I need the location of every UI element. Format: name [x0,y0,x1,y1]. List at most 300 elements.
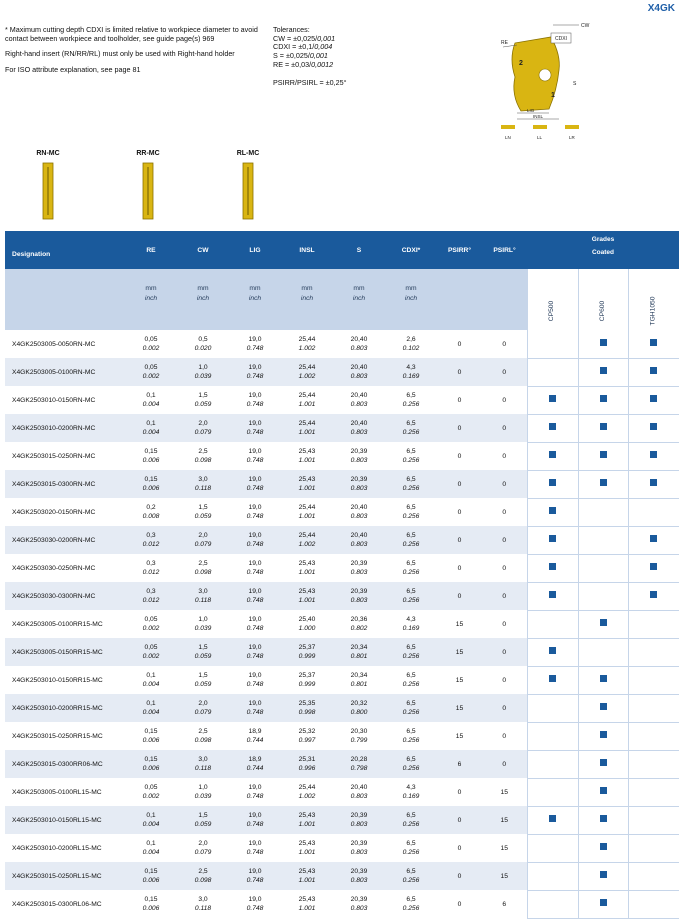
insl-cell: 25,40 1.000 [298,616,316,632]
availability-square-icon [549,815,556,822]
grade-cp500-cell [527,610,578,638]
psirr-cell: 0 [437,414,482,442]
grade-tgh1050-cell [628,862,679,890]
psirr-cell: 0 [457,900,462,908]
grade-cp600-cell [578,414,628,442]
cw-cell: 2,0 0.079 [194,840,212,856]
lig-cell: 18,9 0.744 [229,750,281,778]
grade-tgh1050-cell [628,806,679,834]
lig-cell: 19,0 0.748 [229,694,281,722]
unit-cell: mm inch [125,269,177,330]
psirl-cell: 0 [482,694,527,722]
designation-cell: X4GK2503015-0300RR06-MC [5,750,125,778]
re-cell: 0,05 0.002 [125,638,177,666]
cw-cell: 2,0 0.079 [177,694,229,722]
cdxi-cell: 6,5 0.256 [385,526,437,554]
lig-cell: 19,0 0.748 [246,392,264,408]
col-s: S [333,231,385,269]
cdxi-cell: 6,5 0.256 [385,414,437,442]
availability-square-icon [600,871,607,878]
cdxi-cell: 6,5 0.256 [385,806,437,834]
re-cell: 0,15 0.006 [125,750,177,778]
availability-square-icon [600,815,607,822]
psirr-cell: 15 [455,732,464,740]
table-row [5,890,679,918]
col-designation: Designation [5,231,125,269]
insl-cell: 25,43 1.001 [281,470,333,498]
insert-view-label: RN-MC [36,150,60,157]
cdxi-cell: 6,5 0.256 [385,694,437,722]
psirr-cell: 0 [457,844,462,852]
grade-cp600-cell [578,498,628,526]
cdxi-cell: 6,5 0.256 [385,638,437,666]
note-iso: For ISO attribute explanation, see page 81 [5,65,141,75]
insl-cell: 25,44 1.001 [281,414,333,442]
lig-cell: 19,0 0.748 [246,560,264,576]
availability-square-icon [650,395,657,402]
grade-cp500-cell [527,554,578,582]
designation-cell: X4GK2503015-0300RL06-MC [12,900,102,908]
re-cell: 0,1 0.004 [125,694,177,722]
cw-cell: 0,5 0.020 [194,336,212,352]
tol-line: CDXI = ±0,1/0,004 [273,42,333,52]
grade-cp500-cell [527,498,578,526]
grades-header: Grades Coated [578,231,628,269]
grade-cp600-cell [578,330,628,358]
insl-cell: 25,43 1.001 [298,896,316,912]
re-cell: 0,15 0.006 [142,728,160,744]
insert-view-label: RR-MC [136,150,160,157]
cw-cell: 1,5 0.059 [177,638,229,666]
lig-cell: 18,9 0.744 [246,728,264,744]
grade-cp500-cell [527,582,578,610]
cdxi-cell: 6,5 0.256 [402,392,420,408]
label-ln: LN [505,135,511,140]
availability-square-icon [600,675,607,682]
cw-cell: 1,5 0.059 [194,392,212,408]
psirr-cell: 0 [457,452,462,460]
notes-block [5,26,267,82]
availability-square-icon [549,647,556,654]
psirr-cell: 0 [457,788,462,796]
col-insl: INSL [281,231,333,269]
s-cell: 20,40 0.803 [333,526,385,554]
grade-tgh1050-cell [628,386,679,414]
cw-cell: 1,5 0.059 [177,806,229,834]
grade-cp600-cell [578,442,628,470]
cw-cell: 1,5 0.059 [194,672,212,688]
grade-tgh1050-cell [628,778,679,806]
insl-cell: 25,43 1.001 [281,582,333,610]
cdxi-cell: 6,5 0.256 [385,582,437,610]
table-row [5,722,679,750]
s-cell: 20,40 0.803 [350,392,368,408]
psirr-cell: 0 [457,396,462,404]
table-row [5,750,679,778]
s-cell: 20,34 0.801 [333,638,385,666]
re-cell: 0,1 0.004 [142,672,160,688]
s-cell: 20,32 0.800 [333,694,385,722]
grade-cp600-cell [578,862,628,890]
re-cell: 0,2 0.008 [142,504,160,520]
designation-cell: X4GK2503010-0150RL15-MC [5,806,125,834]
unit-cell: mm inch [229,269,281,330]
grade-cp500-cell [527,330,578,358]
psirl-cell: 6 [502,900,507,908]
s-cell: 20,39 0.803 [350,560,368,576]
cw-cell: 2,5 0.098 [194,728,212,744]
psirl-cell: 0 [502,340,507,348]
unit-cell: mm inch [385,269,437,330]
grade-tgh1050-cell [628,610,679,638]
grade-tgh1050-cell [628,526,679,554]
re-cell: 0,15 0.006 [125,470,177,498]
insl-cell: 25,37 0.999 [298,672,316,688]
grade-cp600-cell [578,778,628,806]
designation-cell: X4GK2503005-0100RL15-MC [12,788,102,796]
label-lr: LR [569,135,575,140]
grade-cp600-cell [578,470,628,498]
insert-view-rl [218,150,278,220]
table-row [5,638,679,666]
designation-cell: X4GK2503005-0050RN-MC [12,340,96,348]
grade-cp500-cell [527,666,578,694]
designation-cell: X4GK2503005-0150RR15-MC [5,638,125,666]
insl-cell: 25,35 0.998 [281,694,333,722]
availability-square-icon [549,675,556,682]
tol-line: CW = ±0,025/0,001 [273,33,336,43]
designation-cell: X4GK2503020-0150RN-MC [12,508,96,516]
psirl-cell: 0 [482,638,527,666]
lig-cell: 19,0 0.748 [229,526,281,554]
availability-square-icon [549,423,556,430]
grade-cp600-cell [578,750,628,778]
psirl-cell: 0 [482,358,527,386]
insl-cell: 25,43 1.001 [298,560,316,576]
insl-cell: 25,37 0.999 [281,638,333,666]
designation-cell: X4GK2503030-0250RN-MC [12,564,96,572]
designation-cell: X4GK2503015-0300RN-MC [5,470,125,498]
s-cell: 20,39 0.803 [350,896,368,912]
insl-cell: 25,44 1.002 [281,526,333,554]
grade-cp600-cell [578,554,628,582]
table-row [5,470,679,498]
availability-square-icon [650,451,657,458]
grade-cp600-cell [578,358,628,386]
psirl-cell: 15 [500,844,508,852]
grade-cp600-cell [578,694,628,722]
availability-square-icon [600,731,607,738]
unit-cell: mm inch [177,269,229,330]
grade-tgh1050-cell [628,722,679,750]
unit-cell: mm inch [333,269,385,330]
grade-cp600-cell [578,890,628,918]
insert-rn-image [41,162,55,220]
availability-square-icon [549,535,556,542]
availability-square-icon [600,423,607,430]
insl-cell: 25,32 0.997 [298,728,316,744]
designation-cell: X4GK2503030-0300RN-MC [5,582,125,610]
table-row [5,358,679,386]
product-table [5,231,679,919]
cw-cell: 3,0 0.118 [177,750,229,778]
s-cell: 20,34 0.801 [350,672,368,688]
grade-cp500-cell [527,890,578,918]
psirl-cell: 15 [500,788,508,796]
availability-square-icon [549,563,556,570]
grade-tgh1050-cell [628,638,679,666]
psirr-cell: 15 [437,694,482,722]
s-cell: 20,28 0.798 [333,750,385,778]
psirr-cell: 0 [437,358,482,386]
lig-cell: 19,0 0.748 [229,414,281,442]
col-psirl: PSIRL° [482,231,527,269]
cw-cell: 1,5 0.059 [194,504,212,520]
grade-cp600-cell [578,610,628,638]
re-cell: 0,3 0.012 [125,582,177,610]
psirr-cell: 15 [455,676,464,684]
cdxi-cell: 4,3 0.169 [402,784,420,800]
insl-cell: 25,43 1.001 [281,862,333,890]
insl-cell: 25,44 1.002 [298,784,316,800]
availability-square-icon [600,367,607,374]
re-cell: 0,1 0.004 [125,806,177,834]
grade-tgh1050-cell [628,834,679,862]
psirr-cell: 0 [457,340,462,348]
insl-cell: 25,43 1.001 [298,448,316,464]
s-cell: 20,30 0.799 [350,728,368,744]
designation-cell: X4GK2503010-0150RR15-MC [12,676,103,684]
tol-psir: PSIRR/PSIRL = ±0,25° [273,77,347,87]
table-row [5,582,679,610]
re-cell: 0,1 0.004 [142,392,160,408]
psirl-cell: 0 [502,396,507,404]
psirr-cell: 0 [457,564,462,572]
designation-cell: X4GK2503010-0150RN-MC [12,396,96,404]
availability-square-icon [600,759,607,766]
re-cell: 0,05 0.002 [142,784,160,800]
col-re: RE [125,231,177,269]
product-code: X4GK [647,3,675,14]
psirr-cell: 0 [437,806,482,834]
grade-cp600-cell [578,806,628,834]
availability-square-icon [650,591,657,598]
s-cell: 20,39 0.803 [333,862,385,890]
cdxi-cell: 4,3 0.169 [385,358,437,386]
lig-cell: 19,0 0.748 [229,582,281,610]
designation-cell: X4GK2503010-0200RL15-MC [12,844,102,852]
psirl-cell: 0 [482,414,527,442]
header-row [5,231,679,269]
s-cell: 20,39 0.803 [333,582,385,610]
grade-cp500-cell [527,778,578,806]
cw-cell: 1,0 0.039 [194,616,212,632]
grade-tgh1050-cell [628,498,679,526]
re-cell: 0,05 0.002 [125,358,177,386]
cdxi-cell: 2,6 0.102 [402,336,420,352]
table-row [5,834,679,862]
lig-cell: 19,0 0.748 [246,672,264,688]
grade-header-cp600: CP600 [578,269,628,330]
cw-cell: 2,5 0.098 [194,560,212,576]
lig-cell: 19,0 0.748 [229,806,281,834]
designation-cell: X4GK2503005-0100RR15-MC [12,620,103,628]
label-s: S [573,81,577,87]
insert-view-rn [18,150,78,220]
lig-cell: 19,0 0.748 [229,862,281,890]
grade-cp600-cell [578,722,628,750]
cdxi-cell: 6,5 0.256 [402,560,420,576]
table-row [5,498,679,526]
cw-cell: 2,0 0.079 [177,414,229,442]
lig-cell: 19,0 0.748 [229,638,281,666]
cw-cell: 3,0 0.118 [177,470,229,498]
cdxi-cell: 6,5 0.256 [402,448,420,464]
label-cdxi: CDXI [555,36,567,42]
insl-cell: 25,44 1.001 [298,392,316,408]
designation-cell: X4GK2503015-0250RL15-MC [5,862,125,890]
cdxi-cell: 6,5 0.256 [402,840,420,856]
availability-square-icon [549,395,556,402]
grade-tgh1050-cell [628,750,679,778]
label-lig: LIG [527,108,535,113]
cdxi-cell: 6,5 0.256 [402,672,420,688]
s-cell: 20,40 0.803 [350,336,368,352]
lig-cell: 19,0 0.748 [246,896,264,912]
cw-cell: 1,0 0.039 [194,784,212,800]
s-cell: 20,40 0.803 [333,358,385,386]
availability-square-icon [650,367,657,374]
insl-cell: 25,44 1.001 [298,504,316,520]
availability-square-icon [600,479,607,486]
re-cell: 0,1 0.004 [142,840,160,856]
tolerances-title: Tolerances: [273,25,310,34]
availability-square-icon [650,563,657,570]
table-row [5,694,679,722]
cw-cell: 3,0 0.118 [194,896,212,912]
psirr-cell: 0 [437,862,482,890]
psirl-cell: 0 [482,526,527,554]
insert-diagram [493,15,593,145]
availability-square-icon [600,395,607,402]
re-cell: 0,1 0.004 [125,414,177,442]
label-2: 2 [519,60,523,67]
cw-cell: 1,0 0.039 [177,358,229,386]
cdxi-cell: 6,5 0.256 [385,470,437,498]
cdxi-cell: 4,3 0.169 [402,616,420,632]
grade-cp600-cell [578,834,628,862]
cdxi-cell: 6,5 0.256 [402,728,420,744]
s-cell: 20,40 0.803 [350,784,368,800]
re-cell: 0,3 0.012 [142,560,160,576]
label-insl: INSL [533,114,544,119]
grade-header-cp500: CP500 [527,269,578,330]
availability-square-icon [600,899,607,906]
availability-square-icon [600,787,607,794]
col-lig: LIG [229,231,281,269]
unit-row [5,269,679,330]
grade-cp600-cell [578,582,628,610]
table-row [5,554,679,582]
availability-square-icon [650,479,657,486]
re-cell: 0,15 0.006 [142,896,160,912]
lig-cell: 19,0 0.748 [246,784,264,800]
grade-tgh1050-cell [628,694,679,722]
lig-cell: 19,0 0.748 [246,448,264,464]
insl-cell: 25,44 1.002 [298,336,316,352]
table-row [5,330,679,358]
lig-cell: 19,0 0.748 [229,470,281,498]
s-cell: 20,36 0.802 [350,616,368,632]
grade-header-tgh1050: TGH1050 [628,269,679,330]
grade-tgh1050-cell [628,358,679,386]
availability-square-icon [650,535,657,542]
lig-cell: 19,0 0.748 [246,336,264,352]
cdxi-cell: 6,5 0.256 [385,750,437,778]
grade-cp500-cell [527,638,578,666]
cw-cell: 2,5 0.098 [177,862,229,890]
unit-cell: mm inch [281,269,333,330]
grade-cp500-cell [527,722,578,750]
grade-tgh1050-cell [628,890,679,918]
availability-square-icon [549,451,556,458]
note-cutting-depth: * Maximum cutting depth CDXI is limited relative to workpiece diameter to avoid contact between workpiece and toolholder, see guide page(s) 969 [5,25,258,43]
label-re: RE [501,40,508,46]
psirr-cell: 15 [437,638,482,666]
psirl-cell: 0 [482,470,527,498]
designation-cell: X4GK2503005-0100RN-MC [5,358,125,386]
label-cw: CW [581,23,590,29]
grade-cp500-cell [527,470,578,498]
designation-cell: X4GK2503010-0200RN-MC [5,414,125,442]
designation-cell: X4GK2503015-0250RN-MC [12,452,96,460]
availability-square-icon [600,843,607,850]
availability-square-icon [549,479,556,486]
grade-cp600-cell [578,638,628,666]
col-cw: CW [177,231,229,269]
s-cell: 20,40 0.803 [333,414,385,442]
availability-square-icon [600,703,607,710]
psirl-cell: 0 [502,620,507,628]
re-cell: 0,15 0.006 [125,862,177,890]
table-row [5,526,679,554]
grade-cp500-cell [527,862,578,890]
psirl-cell: 0 [502,732,507,740]
tolerances-block [273,26,346,87]
psirl-cell: 15 [482,806,527,834]
availability-square-icon [549,591,556,598]
grade-cp500-cell [527,834,578,862]
psirl-cell: 0 [482,750,527,778]
tol-line: RE = ±0,03/0,0012 [273,59,334,69]
grade-tgh1050-cell [628,414,679,442]
grade-cp500-cell [527,414,578,442]
psirl-cell: 0 [482,582,527,610]
cdxi-cell: 6,5 0.256 [402,896,420,912]
psirr-cell: 0 [437,526,482,554]
insert-rl-image [241,162,255,220]
insl-cell: 25,43 1.001 [298,840,316,856]
lig-cell: 19,0 0.748 [246,840,264,856]
grade-tgh1050-cell [628,442,679,470]
psirl-cell: 0 [502,452,507,460]
label-ll: LL [537,135,543,140]
grade-cp600-cell [578,666,628,694]
availability-square-icon [600,619,607,626]
re-cell: 0,3 0.012 [125,526,177,554]
availability-square-icon [650,339,657,346]
grade-tgh1050-cell [628,470,679,498]
